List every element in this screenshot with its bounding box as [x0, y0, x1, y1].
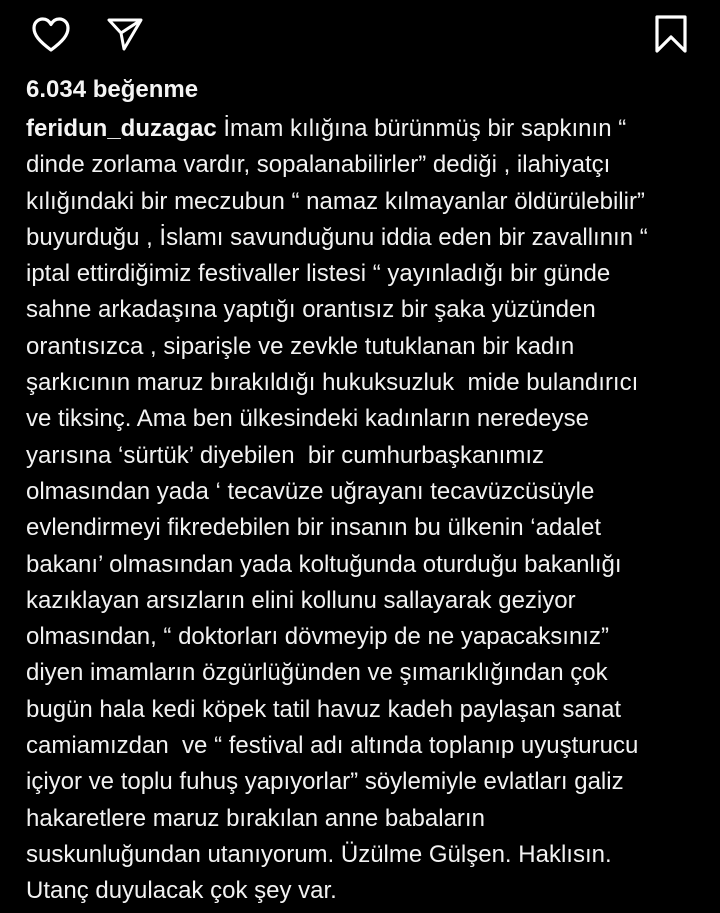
- caption-line: olmasından yada ‘ tecavüze uğrayanı tecavüzcüsüyle: [26, 477, 595, 505]
- caption-line: ve tiksinç. Ama ben ülkesindeki kadınların neredeyse: [26, 405, 589, 433]
- likes-count[interactable]: 6.034 beğenme: [26, 76, 199, 103]
- caption-line: kılığındaki bir meczubun “ namaz kılmayanlar öldürülebilir”: [26, 187, 645, 215]
- post-username[interactable]: feridun_duzagac: [26, 115, 217, 142]
- caption-line: evlendirmeyi fikredebilen bir insanın bu ülkenin ‘adalet: [26, 514, 602, 542]
- caption-line: sahne arkadaşına yaptığı orantısız bir şaka yüzünden: [26, 296, 596, 324]
- caption-line: diyen imamların özgürlüğünden ve şımarıklığından çok: [26, 659, 608, 687]
- caption-line: kazıklayan arsızların elini kollunu sallayarak geziyor: [26, 586, 576, 614]
- caption-line: suskunluğundan utanıyorum. Üzülme Gülşen. Haklısın.: [26, 840, 612, 868]
- caption-line: yarısına ‘sürtük’ diyebilen bir cumhurbaşkanımız: [26, 441, 544, 469]
- caption-line: orantısızca , siparişle ve zevkle tutuklanan bir kadın: [26, 332, 575, 360]
- heart-icon[interactable]: [30, 14, 72, 56]
- caption-line: iptal ettirdiğimiz festivaller listesi “ yayınladığı bir günde: [26, 260, 611, 288]
- post-caption: [26, 111, 706, 910]
- caption-line: bakanı’ olmasından yada koltuğunda oturduğu bakanlığı: [26, 550, 622, 578]
- caption-line: içiyor ve toplu fuhuş yapıyorlar” söylemiyle evlatları galiz: [26, 768, 624, 796]
- caption-line: hakaretlere maruz bırakılan anne babaların: [26, 804, 485, 832]
- caption-line: bugün hala kedi köpek tatil havuz kadeh paylaşan sanat: [26, 695, 622, 723]
- send-icon[interactable]: [104, 14, 146, 56]
- caption-line: buyurduğu , İslamı savunduğunu iddia eden bir zavallının “: [26, 223, 648, 251]
- caption-line: Utanç duyulacak çok şey var.: [26, 877, 337, 905]
- caption-line: olmasından, “ doktorları dövmeyip de ne yapacaksınız”: [26, 623, 609, 651]
- caption-line: camiamızdan ve “ festival adı altında toplanıp uyuşturucu: [26, 732, 639, 760]
- caption-line: dinde zorlama vardır, sopalanabilirler” dediği , ilahiyatçı: [26, 151, 611, 179]
- caption-line: İmam kılığına bürünmüş bir sapkının “: [216, 115, 627, 142]
- bookmark-icon[interactable]: [650, 12, 692, 56]
- post-action-bar: [0, 0, 720, 70]
- caption-line: şarkıcının maruz bırakıldığı hukuksuzluk mide bulandırıcı: [26, 369, 639, 397]
